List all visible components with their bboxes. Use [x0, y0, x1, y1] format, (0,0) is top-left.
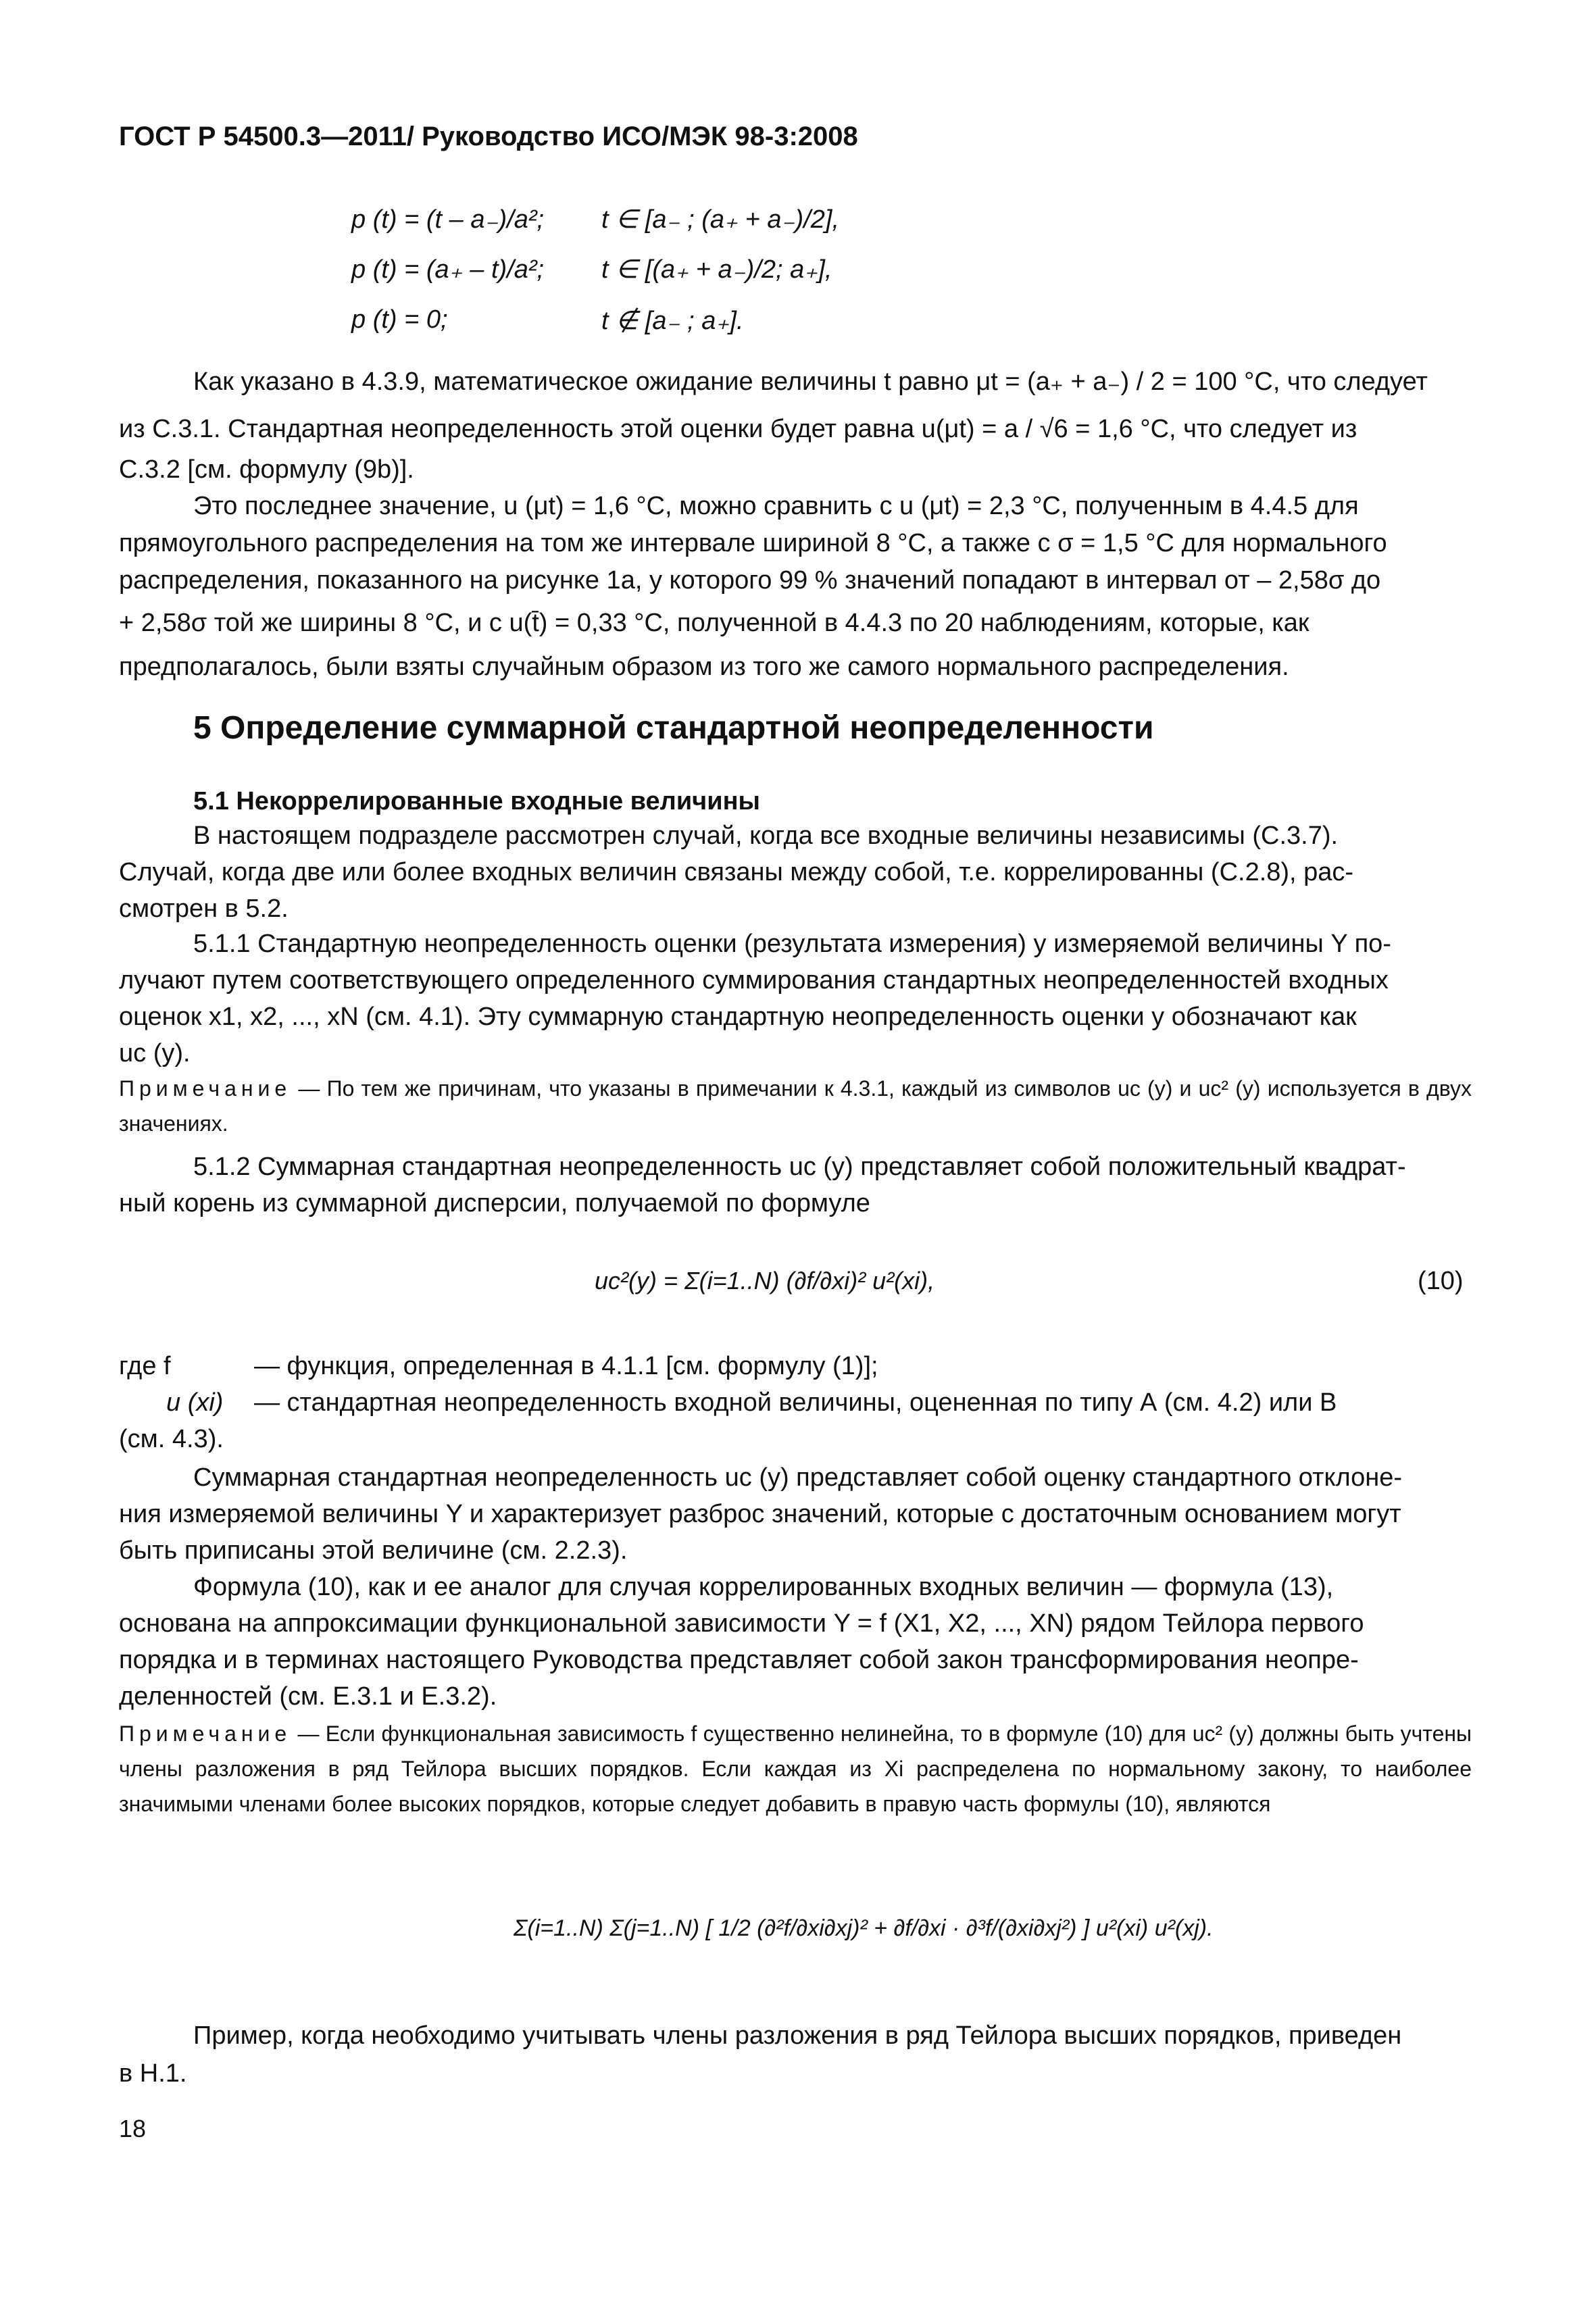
text-line: прямоугольного распределения на том же интервале шириной 8 °C, а также с σ = 1,5 °C для нормального [119, 529, 1387, 557]
note-2 [119, 1716, 1472, 1821]
text-line: В настоящем подразделе рассмотрен случай, когда все входные величины независимы (С.3.7). [193, 822, 1339, 850]
where-line [119, 1348, 1472, 1384]
text-line: + 2,58σ той же ширины 8 °C, и с u(t̄) = 0,33 °C, полученной в 4.4.3 по 20 наблюдениям, которые, как [119, 609, 1310, 637]
where-text: — функция, определенная в 4.1.1 [см. формулу (1)]; [254, 1352, 878, 1380]
paragraph-5-1-1 [119, 926, 1472, 1072]
text-line: С.3.2 [см. формулу (9b)]. [119, 455, 414, 484]
text-line: быть приписаны этой величине (см. 2.2.3). [119, 1536, 628, 1565]
text-line: Суммарная стандартная неопределенность uc (y) представляет собой оценку стандартного отклоне- [193, 1463, 1403, 1492]
equation-10: uc²(y) = Σ(i=1..N) (∂f/∂xi)² u²(xi), [595, 1267, 935, 1294]
text-line: ния измеряемой величины Y и характеризует разброс значений, которые с достаточным основанием могут [119, 1500, 1401, 1528]
paragraph-5-1-2 [119, 1149, 1472, 1222]
page-number: 18 [119, 2115, 147, 2142]
text-line: распределения, показанного на рисунке 1а, у которого 99 % значений попадают в интервал от – 2,58σ до [119, 566, 1381, 595]
where-line [119, 1384, 1472, 1421]
formula-right-3: t ∉ [a₋ ; a₊]. [601, 307, 744, 335]
text-line: смотрен в 5.2. [119, 895, 289, 923]
paragraph-formula-10 [119, 1569, 1472, 1715]
text-line: Это последнее значение, u (μt) = 1,6 °C, можно сравнить с u (μt) = 2,3 °C, полученным в 4.4.5 для [193, 492, 1359, 520]
text-line: Случай, когда две или более входных величин связаны между собой, т.е. коррелированны (С.2.8), рас- [119, 858, 1354, 886]
text-line: uc (y). [119, 1039, 191, 1067]
note-label: Примечание [119, 1721, 292, 1746]
text-line: из С.3.1. Стандартная неопределенность этой оценки будет равна u(μt) = a / √6 = 1,6 °C, что следует из [119, 415, 1357, 443]
where-text: — стандартная неопределенность входной величины, оцененная по типу А (см. 4.2) или В [254, 1388, 1337, 1417]
paragraph-combined-uncertainty [119, 1459, 1472, 1569]
where-line: (см. 4.3). [119, 1425, 224, 1453]
text-line: основана на аппроксимации функциональной зависимости Y = f (X1, X2, ..., XN) рядом Тейлора первого [119, 1609, 1364, 1638]
note-text: — Если функциональная зависимость f существенно нелинейна, то в формуле (10) для [297, 1721, 1187, 1746]
text-line: оценок x1, x2, ..., xN (см. 4.1). Эту суммарную стандартную неопределенность оценки y обозначают как [119, 1003, 1357, 1031]
equation-higher-order: Σ(i=1..N) Σ(j=1..N) [ 1/2 (∂²f/∂xi∂xj)² + ∂f/∂xi · ∂³f/(∂xi∂xj²) ] u²(xi) u²(xj). [514, 1915, 1214, 1941]
text-line: Как указано в 4.3.9, математическое ожидание величины t равно μt = (a₊ + a₋) / 2 = 100 °C, что следует [193, 368, 1428, 396]
paragraph-example [119, 2017, 1472, 2092]
text-line: предполагалось, были взяты случайным образом из того же самого нормального распределения. [119, 653, 1289, 681]
note-line: правую часть формулы (10), являются [882, 1792, 1271, 1816]
text-line: лучают путем соответствующего определенного суммирования стандартных неопределенностей входных [119, 966, 1389, 995]
text-line: деленностей (см. Е.3.1 и Е.3.2). [119, 1682, 497, 1711]
formula-right-2: t ∈ [(a₊ + a₋)/2; a₊], [601, 255, 832, 284]
section-title: 5 Определение суммарной стандартной неопределенности [193, 710, 1154, 746]
note-line [119, 1076, 1191, 1101]
formula-left-3: p (t) = 0; [351, 305, 448, 334]
note-1 [119, 1071, 1472, 1141]
paragraph-intro [119, 818, 1472, 927]
where-block [119, 1348, 1472, 1457]
note-label: Примечание [119, 1076, 292, 1101]
formula-right-1: t ∈ [a₋ ; (a₊ + a₋)/2], [601, 205, 840, 234]
subsection-title: 5.1 Некоррелированные входные величины [193, 787, 761, 815]
where-symbol: где f [119, 1352, 171, 1380]
note-line: uc² (y) используется в двух значениях. [119, 1076, 1472, 1136]
note-line: uc² (y) должны быть учтены члены разложения в ряд Тейлора высших порядков. Если каждая из Xi распределена [119, 1721, 1472, 1781]
note-line [119, 1721, 1186, 1746]
text-line: 5.1.1 Стандартную неопределенность оценки (результата измерения) y измеряемой величины Y по- [193, 930, 1391, 958]
note-text: — По тем же причинам, что указаны в примечании к 4.3.1, каждый из символов uc (y) и [298, 1076, 1192, 1101]
paragraph-expectation [119, 358, 1472, 486]
equation-number: (10) [1418, 1267, 1464, 1295]
text-line: ный корень из суммарной дисперсии, получаемой по формуле [119, 1189, 870, 1217]
formula-left-2: p (t) = (a₊ – t)/a²; [351, 255, 545, 284]
text-line: Пример, когда необходимо учитывать члены разложения в ряд Тейлора высших порядков, приведен [193, 2021, 1402, 2050]
text-line: в Н.1. [119, 2059, 187, 2088]
text-line: порядка и в терминах настоящего Руководства представляет собой закон трансформирования неопре- [119, 1646, 1359, 1674]
paragraph-comparison [119, 488, 1472, 687]
where-symbol: u (xi) [166, 1388, 224, 1417]
formula-left-1: p (t) = (t – a₋)/a²; [351, 205, 545, 234]
text-line: 5.1.2 Суммарная стандартная неопределенность uc (y) представляет собой положительный квадрат- [193, 1153, 1406, 1181]
page-header: ГОСТ Р 54500.3—2011/ Руководство ИСО/МЭК 98-3:2008 [119, 122, 858, 151]
note-line: по нормальному закону, то наиболее значимыми членами более высоких порядков, которые следует добавить в [119, 1757, 1472, 1816]
text-line: Формула (10), как и ее аналог для случая коррелированных входных величин — формула (13), [193, 1573, 1334, 1601]
